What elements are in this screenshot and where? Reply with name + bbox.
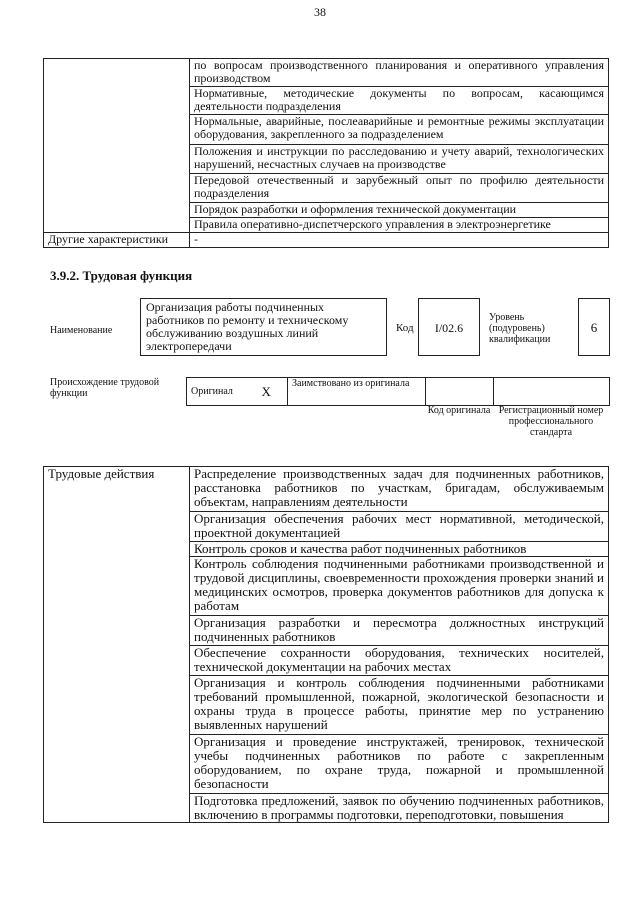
table-row (44, 233, 609, 248)
table-cell: Правила оперативно-диспетчерского управления в электроэнергетике (190, 218, 609, 233)
labor-actions-label: Трудовые действия (44, 467, 190, 823)
table-cell: Обеспечение сохранности оборудования, технических носителей, технической документации на рабочих местах (190, 646, 609, 676)
other-characteristics-value: - (190, 233, 609, 248)
table-cell: Порядок разработки и оформления технической документации (190, 203, 609, 218)
table-cell: Подготовка предложений, заявок по обучению подчиненных работников, включению в программы подготовки, переподготовки, повышения (190, 794, 609, 823)
original-mark: X (246, 378, 288, 406)
table-cell: Нормальные, аварийные, послеаварийные и ремонтные режимы эксплуатации оборудования, закрепленного за подразделением (190, 115, 609, 145)
table-cell: Нормативные, методические документы по вопросам, касающимся деятельности подразделения (190, 87, 609, 115)
original-code-cell (426, 378, 494, 406)
qualification-level-box: 6 (578, 298, 610, 356)
table-cell: Распределение производственных задач для подчиненных работников, расстановка работников по участкам, бригадам, обслуживаемым объектам, направлениям деятельности (190, 467, 609, 512)
table-cell: по вопросам производственного планирования и оперативного управления производством (190, 59, 609, 87)
table-row (44, 59, 609, 87)
table-cell: Положения и инструкции по расследованию и учету аварий, технологических нарушений, несчастных случаев на производстве (190, 145, 609, 174)
table-cell: Организация обеспечения рабочих мест нормативной, методической, проектной документацией (190, 512, 609, 542)
table-cell-empty (44, 59, 190, 233)
borrowed-label: Заимствовано из оригинала (288, 378, 426, 406)
code-label: Код (396, 322, 414, 334)
table-row (44, 467, 609, 512)
knowledge-table (43, 58, 609, 248)
name-label: Наименование (50, 325, 113, 336)
section-heading: 3.9.2. Трудовая функция (50, 268, 193, 283)
table-cell: Организация разработки и пересмотра должностных инструкций подчиненных работников (190, 616, 609, 646)
table-row (187, 378, 610, 406)
original-label: Оригинал (187, 378, 246, 406)
qualification-level-label: Уровень (подуровень) квалификации (489, 312, 551, 345)
table-cell: Организация и контроль соблюдения подчиненными работниками требований промышленной, пожарной, экологической безопасности и охраны труда в процессе работы, принятие мер по устранению выявленных нарушений (190, 676, 609, 735)
function-code-box: I/02.6 (418, 298, 480, 356)
page-number: 38 (314, 5, 326, 19)
origin-label: Происхождение трудовой функции (50, 377, 160, 399)
function-name-box: Организация работы подчиненных работников по ремонту и техническому обслуживанию воздушных линий электропередачи (140, 298, 387, 356)
original-code-caption: Код оригинала (427, 405, 491, 416)
labor-actions-table (43, 466, 609, 823)
table-cell: Передовой отечественный и зарубежный опыт по профилю деятельности подразделения (190, 174, 609, 203)
other-characteristics-label: Другие характеристики (44, 233, 190, 248)
origin-table (186, 377, 610, 406)
registration-number-caption: Регистрационный номер профессионального стандарта (498, 405, 604, 438)
table-cell: Организация и проведение инструктажей, тренировок, технической учебы подчиненных работников по работе с закрепленным оборудованием, по охране труда, пожарной и промышленной безопасности (190, 735, 609, 794)
table-cell: Контроль соблюдения подчиненными работниками производственной и трудовой дисциплины, своевременности прохождения проверки знаний и медицинских осмотров, проверка документов работников для допуска к работам (190, 557, 609, 616)
registration-number-cell (494, 378, 610, 406)
table-cell: Контроль сроков и качества работ подчиненных работников (190, 542, 609, 557)
